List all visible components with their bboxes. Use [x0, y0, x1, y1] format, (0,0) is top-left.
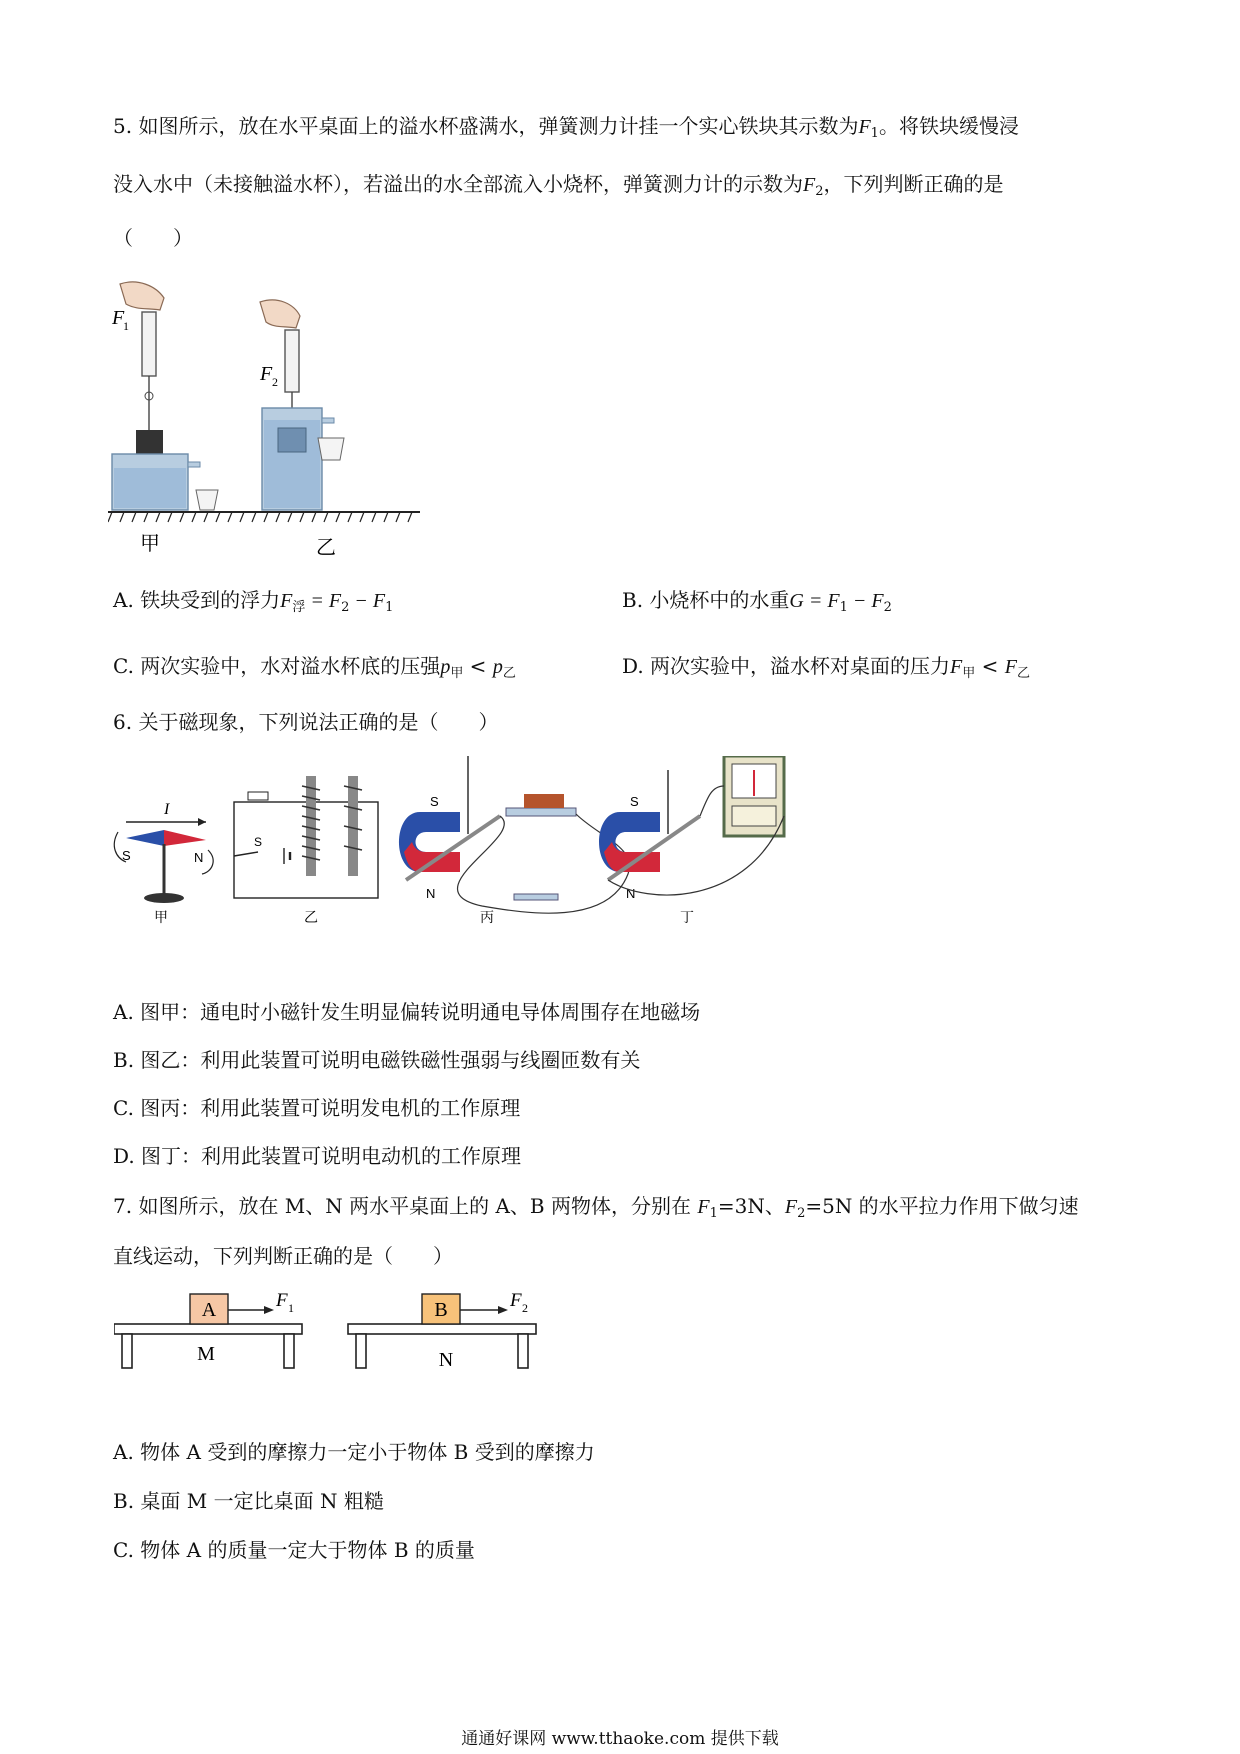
- q5-text: ，下列判断正确的是: [823, 172, 1004, 196]
- fig-label-jia: 甲: [140, 531, 160, 555]
- option-text: D. 两次实验中，溢水杯对桌面的压力: [622, 654, 951, 678]
- q5-answer-blank: （ ）: [113, 226, 193, 250]
- q7-option-b: B. 桌面 M 一定比桌面 N 粗糙: [113, 1489, 384, 1513]
- subscript: 2: [815, 184, 824, 199]
- spring-scale: [285, 330, 299, 392]
- block-a-label: A: [201, 1299, 217, 1321]
- force-f2-label: F: [510, 1290, 522, 1311]
- subscript: 1: [709, 1206, 718, 1221]
- fig-label-ding: 丁: [680, 910, 694, 926]
- formula: = F: [305, 590, 342, 612]
- pole-n: N: [194, 850, 204, 865]
- label-f2-sub: 2: [272, 375, 278, 389]
- formula: <: [463, 654, 493, 678]
- q5-option-d: [622, 652, 1030, 688]
- symbol-f: F: [858, 116, 871, 138]
- submerged-block: [278, 428, 306, 452]
- block-b-label: B: [434, 1299, 448, 1321]
- symbol-f: F: [784, 1196, 798, 1218]
- label-f2: F: [260, 363, 273, 385]
- compass-south: [126, 830, 164, 846]
- current-label: I: [164, 801, 170, 818]
- fig-jia-compass: [114, 801, 213, 926]
- option-text: B. 小烧杯中的水重: [622, 588, 790, 612]
- q6-option-b: B. 图乙：利用此装置可说明电磁铁磁性强弱与线圈匝数有关: [113, 1048, 641, 1072]
- switch-label: S: [254, 835, 263, 849]
- force-f1-sub: 1: [288, 1301, 294, 1315]
- q6-option-a: A. 图甲：通电时小磁针发生明显偏转说明通电导体周围存在地磁场: [113, 1000, 701, 1024]
- hand-icon: [120, 282, 164, 310]
- q5-text: 没入水中（未接触溢水杯），若溢出的水全部流入小烧杯，弹簧测力计的示数为: [113, 172, 803, 196]
- subscript: 2: [341, 600, 350, 615]
- table-n-top: [348, 1324, 536, 1334]
- table-m-label: M: [197, 1343, 215, 1365]
- symbol-f: F: [950, 656, 963, 678]
- symbol-p: p: [492, 656, 503, 678]
- q7-text: =3N、: [717, 1194, 785, 1218]
- symbol-f: F: [1004, 656, 1017, 678]
- q5-option-b: [622, 586, 892, 622]
- spring-scale: [142, 312, 156, 376]
- symbol-g: G: [789, 590, 804, 612]
- q5-text: 。将铁块缓慢浸: [878, 114, 1019, 138]
- fig-label-yi: 乙: [304, 910, 318, 926]
- subscript: 1: [385, 600, 394, 615]
- solenoid: [524, 794, 564, 808]
- subscript: 甲: [962, 666, 976, 681]
- pole-n: N: [626, 886, 636, 901]
- q7-line-1: [113, 1192, 1079, 1228]
- symbol-f: F: [280, 590, 293, 612]
- subscript: 乙: [502, 666, 516, 681]
- q5-line-2: [113, 170, 1004, 206]
- q7-text: =5N 的水平拉力作用下做匀速: [805, 1194, 1079, 1218]
- label-f1-sub: 1: [123, 319, 129, 333]
- q7-option-a: A. 物体 A 受到的摩擦力一定小于物体 B 受到的摩擦力: [113, 1440, 595, 1464]
- q6-stem: 6. 关于磁现象，下列说法正确的是（ ）: [113, 710, 499, 734]
- pole-s: S: [122, 848, 131, 863]
- switch: [514, 894, 558, 900]
- subscript: 2: [883, 600, 892, 615]
- q5-line-1: [113, 112, 1019, 148]
- symbol-p: p: [440, 656, 451, 678]
- page-footer: 通通好课网 www.tthaoke.com 提供下载: [461, 1729, 779, 1749]
- q7-figure: [114, 1286, 544, 1372]
- q5-text: 5. 如图所示，放在水平桌面上的溢水杯盛满水，弹簧测力计挂一个实心铁块其示数为: [113, 114, 859, 138]
- fig-label-bing: 丙: [480, 910, 494, 926]
- formula: <: [975, 654, 1005, 678]
- subscript: 1: [839, 600, 848, 615]
- fig-yi-electromagnets: [234, 776, 378, 926]
- q7-option-c: C. 物体 A 的质量一定大于物体 B 的质量: [113, 1538, 475, 1562]
- option-text: C. 两次实验中，水对溢水杯底的压强: [113, 654, 441, 678]
- table-m-top: [114, 1324, 302, 1334]
- table-n-label: N: [438, 1349, 454, 1371]
- fig-label-yi: 乙: [316, 535, 336, 559]
- q5-option-a: [113, 586, 393, 622]
- compass-north: [164, 830, 206, 846]
- subscript: 浮: [292, 600, 306, 615]
- option-text: A. 铁块受到的浮力: [113, 588, 281, 612]
- subscript: 乙: [1016, 666, 1030, 681]
- formula: − F: [847, 590, 884, 612]
- formula: − F: [349, 590, 386, 612]
- fig-ding-setup: [599, 756, 784, 926]
- q5-figure: [108, 278, 428, 566]
- q7-text: 7. 如图所示，放在 M、N 两水平桌面上的 A、B 两物体，分别在: [113, 1194, 698, 1218]
- force-f1-label: F: [276, 1290, 288, 1311]
- subscript: 2: [797, 1206, 806, 1221]
- pole-s: S: [630, 794, 639, 809]
- fig-label-jia: 甲: [154, 910, 168, 926]
- force-f2-sub: 2: [522, 1301, 528, 1315]
- fig-bing-setup: [399, 756, 630, 926]
- q7-line-2: 直线运动，下列判断正确的是（ ）: [113, 1244, 453, 1268]
- symbol-f: F: [697, 1196, 710, 1218]
- small-beaker: [196, 490, 218, 510]
- label-f1: F: [112, 307, 125, 329]
- q6-option-c: C. 图丙：利用此装置可说明发电机的工作原理: [113, 1096, 521, 1120]
- small-beaker: [318, 438, 344, 460]
- q6-figure: [108, 756, 868, 926]
- subscript: 1: [870, 126, 879, 141]
- iron-block: [136, 430, 163, 454]
- symbol-f: F: [803, 174, 816, 196]
- pole-s: S: [430, 794, 439, 809]
- hand-icon: [260, 300, 300, 328]
- formula: = F: [803, 590, 840, 612]
- subscript: 甲: [450, 666, 464, 681]
- pole-n: N: [426, 886, 436, 901]
- q5-option-c: [113, 652, 516, 688]
- q6-option-d: D. 图丁：利用此装置可说明电动机的工作原理: [113, 1144, 522, 1168]
- ground-hatch: [108, 512, 412, 522]
